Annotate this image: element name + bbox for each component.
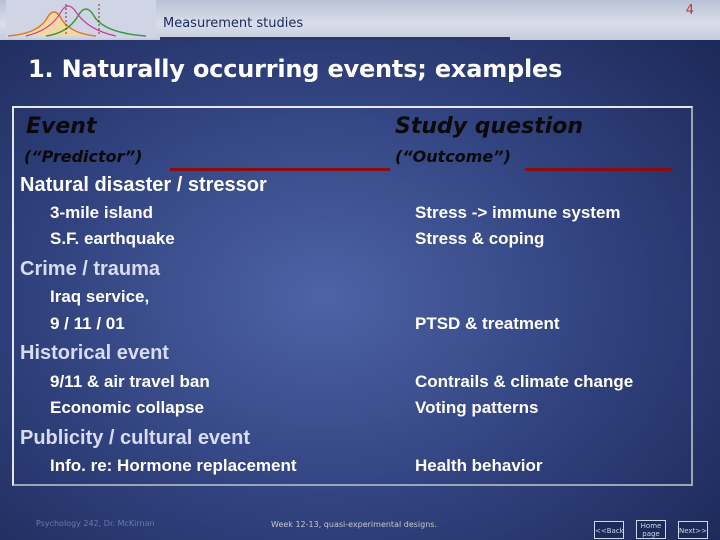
event-column-header: Event <box>26 114 97 139</box>
event-item: Iraq service, <box>50 287 150 306</box>
back-button[interactable]: <<Back <box>594 521 624 539</box>
event-item: Economic collapse <box>50 398 204 417</box>
question-header-rule <box>525 168 671 171</box>
event-item: S.F. earthquake <box>50 229 175 248</box>
footer-week-label: Week 12-13, quasi-experimental designs. <box>271 520 437 529</box>
question-item: Stress -> immune system <box>415 203 621 222</box>
home-page-button[interactable]: Home page <box>636 520 666 539</box>
distribution-curves-logo <box>6 0 156 38</box>
event-item: 9/11 & air travel ban <box>50 372 210 391</box>
footer-course-label: Psychology 242, Dr. McKirnan <box>36 519 155 528</box>
category-publicity-cultural: Publicity / cultural event <box>20 427 251 449</box>
next-button[interactable]: Next>> <box>678 521 708 539</box>
event-item: 3-mile island <box>50 203 153 222</box>
category-historical-event: Historical event <box>20 342 169 364</box>
question-item: Voting patterns <box>415 398 539 417</box>
question-column-subheader: (“Outcome”) <box>395 147 511 166</box>
question-column-header: Study question <box>395 114 584 139</box>
event-header-rule <box>170 168 390 171</box>
event-item: Info. re: Hormone replacement <box>50 456 297 475</box>
slide-heading: 1. Naturally occurring events; examples <box>28 55 563 83</box>
category-crime-trauma: Crime / trauma <box>20 258 161 280</box>
page-number: 4 <box>685 3 694 18</box>
section-title: Measurement studies <box>163 16 304 31</box>
event-column-subheader: (“Predictor”) <box>24 147 143 166</box>
header-band <box>0 0 720 40</box>
question-item: Health behavior <box>415 456 543 475</box>
event-item: 9 / 11 / 01 <box>50 314 125 333</box>
header-rule <box>160 37 510 40</box>
question-item: Stress & coping <box>415 229 545 248</box>
category-natural-disaster: Natural disaster / stressor <box>20 174 267 196</box>
question-item: PTSD & treatment <box>415 314 560 333</box>
question-item: Contrails & climate change <box>415 372 634 391</box>
